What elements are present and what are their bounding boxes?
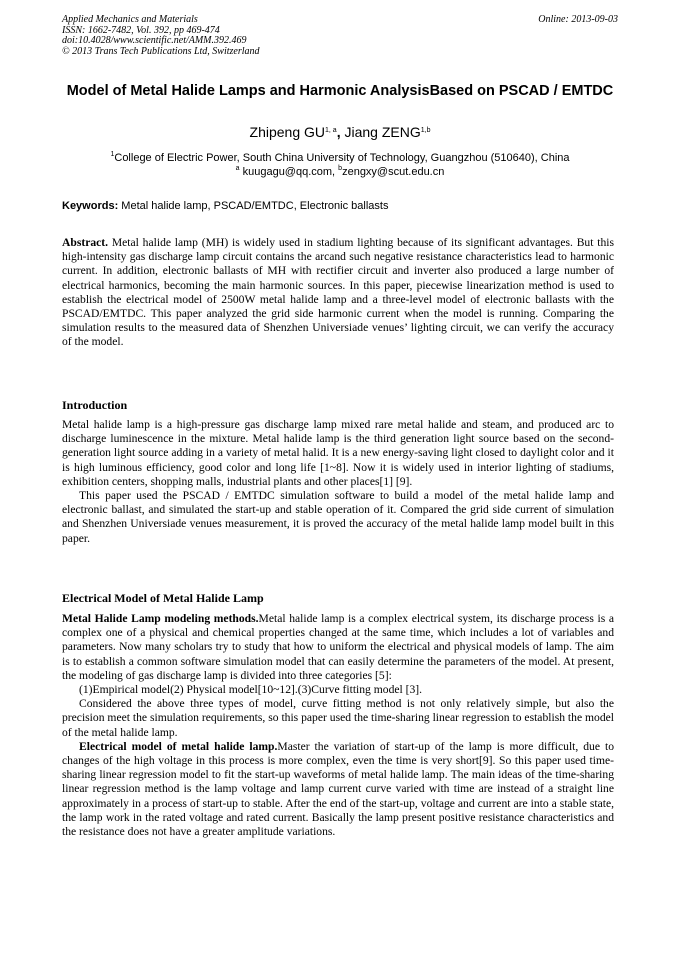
- intro-paragraph-2: This paper used the PSCAD / EMTDC simulation software to build a model of the metal halide lamp and electronic ballast, and simulated the start-up and stable operation of it. Compared the grid side current of simulation and Shenzhen Universiade venues measurement, it is proved the accuracy of the metal halide lamp model built in this paper.: [62, 489, 614, 545]
- subheading-modeling-methods: Metal Halide Lamp modeling methods.: [62, 612, 259, 625]
- keywords-label: Keywords:: [62, 200, 119, 212]
- introduction-body: [62, 418, 614, 546]
- journal-name: Applied Mechanics and Materials: [62, 14, 198, 25]
- affiliation-emails: [62, 165, 618, 179]
- affiliation-institution: [62, 151, 618, 165]
- keywords-text: Metal halide lamp, PSCAD/EMTDC, Electronic ballasts: [118, 200, 389, 212]
- abstract: [62, 236, 614, 350]
- keywords: [62, 199, 618, 213]
- electrical-paragraph-4: [62, 740, 614, 839]
- intro-paragraph-1: Metal halide lamp is a high-pressure gas discharge lamp mixed rare metal halide and steam, and produced arc to discharge luminescence in the mixture. Metal halide lamp is the third generation light source based on the second-generation light source adding in a variety of metal halid. It is a new energy-saving light closed to daylight color and it is high luminous efficiency, good color and long life [1~8]. Now it is widely used in interior lighting of stadiums, exhibition centers, shopping malls, industrial plants and other places[1] [9].: [62, 418, 614, 488]
- email-superscript: b: [338, 165, 343, 172]
- email-a: kuugagu@qq.com,: [239, 166, 339, 178]
- electrical-paragraph-3: Considered the above three types of model, curve fitting method is not only relatively simple, but also the precision meet the simulation requirements, so this paper used the time-sharing linear regression to establish the model of the metal halide lamp.: [62, 697, 614, 739]
- doi-line: doi:10.4028/www.scientific.net/AMM.392.469: [62, 35, 247, 46]
- subheading-electrical-model: Electrical model of metal halide lamp.: [79, 739, 278, 753]
- author-list: [62, 124, 618, 141]
- electrical-model-body: [62, 612, 614, 839]
- author-superscript: 1, a: [325, 127, 337, 134]
- electrical-paragraph-1-text: Metal halide lamp is a complex electrical system, its discharge process is a complex one of a physical and chemical properties changed at the same time, which includes a lot of variables and parameters. Now many scholars try to study that how to uniform the electrical and physical models of lamp. The aim is to establish a common software simulation model that can easily determine the parameters of the model. At present, the modeling of gas discharge lamp is divided into three categories [5]:: [62, 612, 614, 682]
- author-superscript: 1,b: [420, 127, 431, 134]
- paper-title: Model of Metal Halide Lamps and Harmonic AnalysisBased on PSCAD / EMTDC: [66, 83, 614, 99]
- email-b: zengxy@scut.edu.cn: [342, 166, 445, 178]
- author-name: Jiang ZENG: [344, 124, 421, 140]
- affiliation-text: College of Electric Power, South China University of Technology, Guangzhou (510640), China: [114, 152, 570, 164]
- affiliation: [62, 151, 618, 179]
- electrical-paragraph-2: (1)Empirical model(2) Physical model[10~12].(3)Curve fitting model [3].: [79, 683, 423, 697]
- affiliation-superscript: 1: [110, 151, 115, 158]
- section-heading-electrical-model: Electrical Model of Metal Halide Lamp: [62, 591, 264, 605]
- abstract-text: Metal halide lamp (MH) is widely used in stadium lighting because of its significant advantages. But this high-intensity gas discharge lamp circuit contains the arcand such negative resistance characteristics lead to harmonic current. In addition, electronic ballasts of MH with rectifier circuit and inverter also produced a large number of electrical harmonics, becoming the main harmonic sources. In this paper, piecewise linearization method is used to establish the electrical model of 2500W metal halide lamp and a three-level model of electronic ballasts with the PSCAD/EMTDC. This paper analyzed the grid side harmonic current when the model is running. Comparing the simulation results to the measured data of Shenzhen Universiade venues’ lighting circuit, we can verify the accuracy of the model.: [62, 236, 614, 349]
- electrical-paragraph-4-text: Master the variation of start-up of the lamp is more difficult, due to changes of the high voltage in this process is more complex, even the time is very short[9]. So this paper used time-sharing linear regression model to fit the start-up waveforms of metal halide lamp. The main ideas of the time-sharing linear regression method is the lamp voltage and lamp current curve varied with time are instead of a straight line approximately in a process of start-up to stable. After the end of the start-up, voltage and current are into a stable state, the lamp work in the rated voltage and rated current. Basically the lamp present positive resistance characteristics and the resistance does not have a greater amplitude variations.: [62, 739, 614, 839]
- abstract-paragraph: [62, 236, 614, 350]
- issn-line: ISSN: 1662-7482, Vol. 392, pp 469-474: [62, 24, 220, 36]
- abstract-label: Abstract.: [62, 236, 109, 249]
- electrical-paragraph-1: [62, 612, 614, 683]
- author-name: Zhipeng GU: [249, 124, 326, 140]
- author-separator: ,: [336, 124, 345, 140]
- email-superscript: a: [235, 165, 240, 172]
- journal-header: [62, 15, 618, 57]
- online-date: Online: 2013-09-03: [538, 14, 618, 25]
- section-heading-introduction: Introduction: [62, 398, 128, 412]
- copyright-line: © 2013 Trans Tech Publications Ltd, Switzerland: [62, 45, 260, 57]
